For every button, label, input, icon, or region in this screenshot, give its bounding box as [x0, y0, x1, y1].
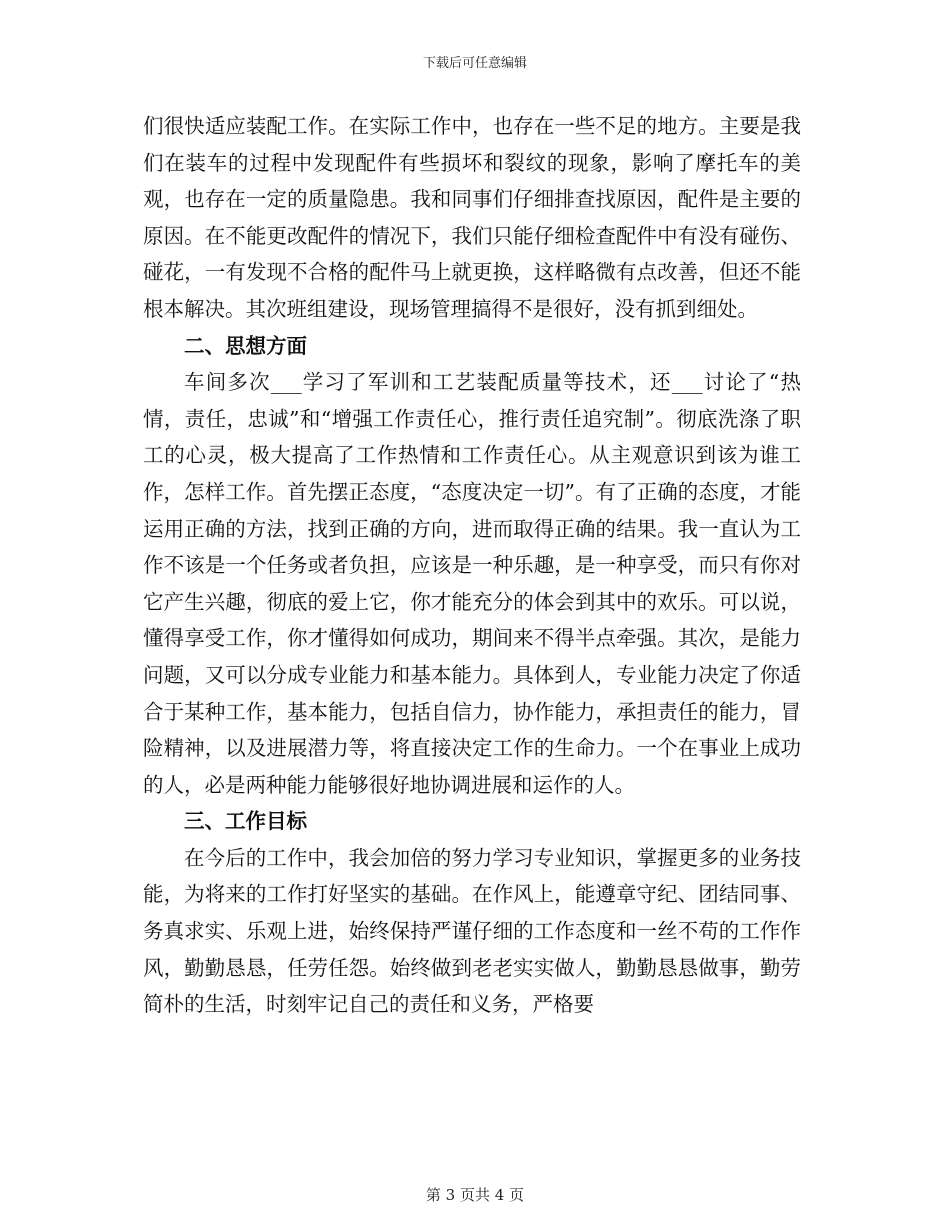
section-heading-goals: 三、工作目标	[184, 809, 307, 834]
document-body	[143, 108, 801, 1023]
section-heading-thinking: 二、思想方面	[184, 333, 307, 358]
paragraph-goals: 在今后的工作中，我会加倍的努力学习专业知识，掌握更多的业务技能，为将来的工作打好坚实的基础。在作风上，能遵章守纪、团结同事、务真求实、乐观上进，始终保持严谨仔细的工作态度和一丝不苟的工作作风，勤勤恳恳，任劳任怨。始终做到老老实实做人，勤勤恳恳做事，勤劳简朴的生活，时刻牢记自己的责任和义务，严格要	[143, 845, 801, 1017]
page-header: 下载后可任意编辑	[422, 56, 527, 71]
paragraph-thinking: 车间多次___学习了军训和工艺装配质量等技术，还___讨论了“热情，责任，忠诚”和“增强工作责任心，推行责任追究制”。彻底洗涤了职工的心灵，极大提高了工作热情和工作责任心。从主观意识到该为谁工作，怎样工作。首先摆正态度，“态度决定一切”。有了正确的态度，才能运用正确的方法，找到正确的方向，进而取得正确的结果。我一直认为工作不该是一个任务或者负担，应该是一种乐趣，是一种享受，而只有你对它产生兴趣，彻底的爱上它，你才能充分的体会到其中的欢乐。可以说，懂得享受工作，你才懂得如何成功，期间来不得半点牵强。其次，是能力问题，又可以分成专业能力和基本能力。具体到人，专业能力决定了你适合于某种工作，基本能力，包括自信力，协作能力，承担责任的能力，冒险精神，以及进展潜力等，将直接决定工作的生命力。一个在事业上成功的人，必是两种能力能够很好地协调进展和运作的人。	[143, 370, 801, 797]
page-footer: 第 3 页共 4 页	[425, 1186, 525, 1204]
paragraph-continuation: 们很快适应装配工作。在实际工作中，也存在一些不足的地方。主要是我们在装车的过程中发现配件有些损坏和裂纹的现象，影响了摩托车的美观，也存在一定的质量隐患。我和同事们仔细排查找原因，配件是主要的原因。在不能更改配件的情况下，我们只能仔细检查配件中有没有碰伤、碰花，一有发现不合格的配件马上就更换，这样略微有点改善，但还不能根本解决。其次班组建设，现场管理搞得不是很好，没有抓到细处。	[143, 114, 801, 321]
